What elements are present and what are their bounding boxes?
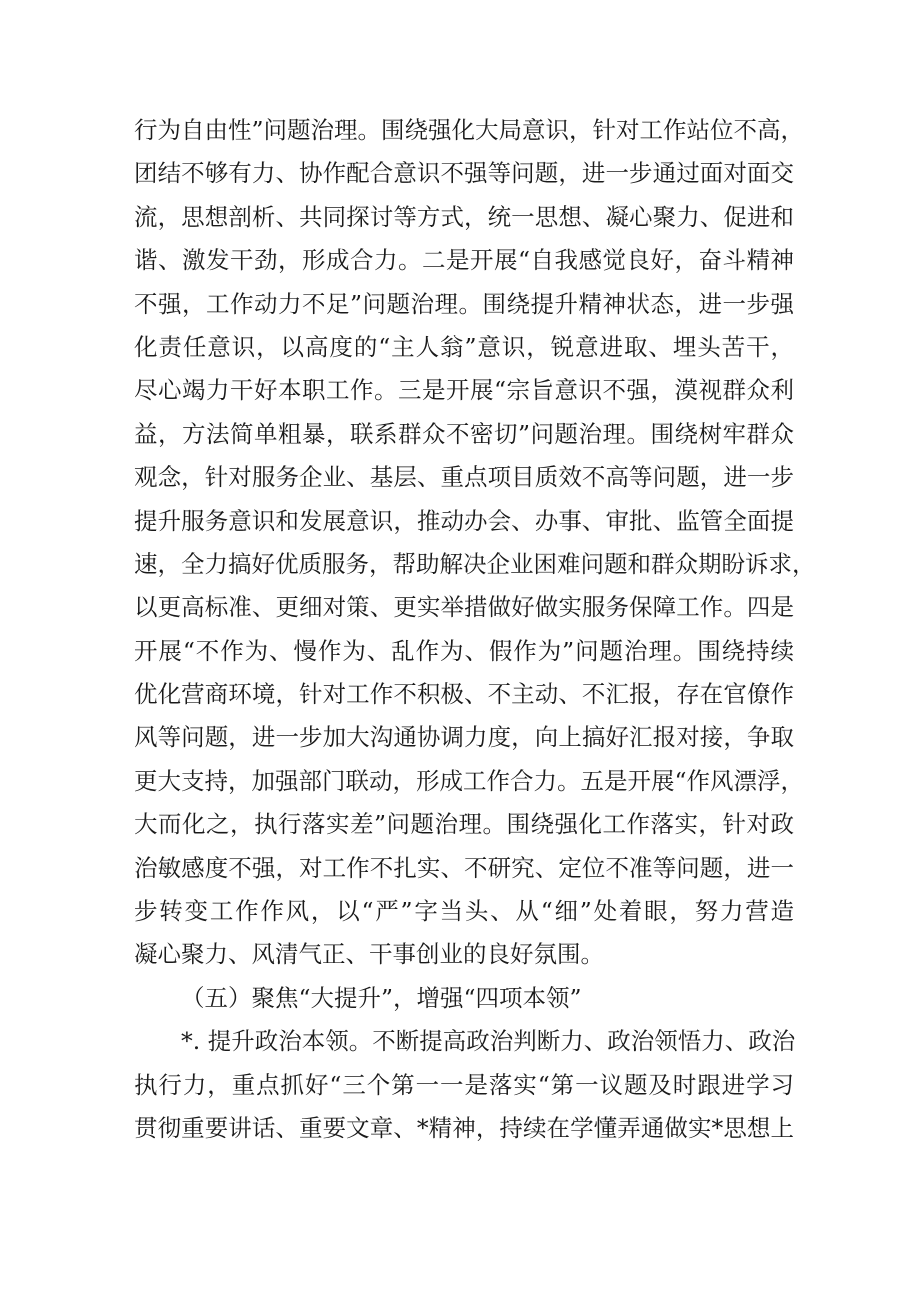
document-body bbox=[134, 109, 816, 1150]
text-line: 速，全力搞好优质服务，帮助解决企业困难问题和群众期盼诉求， bbox=[134, 549, 816, 578]
text-line: 团结不够有力、协作配合意识不强等问题，进一步通过面对面交 bbox=[134, 159, 794, 188]
text-line: 大而化之，执行落实差”问题治理。围绕强化工作落实，针对政 bbox=[134, 810, 794, 839]
text-line: 尽心竭力干好本职工作。三是开展“宗旨意识不强，漠视群众利 bbox=[134, 376, 794, 405]
text-line: 更大支持，加强部门联动，形成工作合力。五是开展“作风漂浮， bbox=[134, 766, 805, 795]
text-line: 化责任意识，以高度的“主人翁”意识，锐意进取、埋头苦干， bbox=[134, 332, 794, 361]
text-line: 流，思想剖析、共同探讨等方式，统一思想、凝心聚力、促进和 bbox=[134, 202, 794, 231]
text-line: 益，方法简单粗暴，联系群众不密切”问题治理。围绕树牢群众 bbox=[134, 419, 794, 448]
text-line: 优化营商环境，针对工作不积极、不主动、不汇报，存在官僚作 bbox=[134, 680, 794, 709]
text-line: 谐、激发干劲，形成合力。二是开展“自我感觉良好，奋斗精神 bbox=[134, 246, 794, 275]
text-line: 凝心聚力、风清气正、干事创业的良好氛围。 bbox=[134, 940, 604, 969]
text-line: 开展“不作为、慢作为、乱作为、假作为”问题治理。围绕持续 bbox=[134, 636, 794, 665]
text-line: 治敏感度不强，对工作不扎实、不研究、定位不准等问题，进一 bbox=[134, 853, 794, 882]
text-line: *. 提升政治本领。不断提高政治判断力、政治领悟力、政治 bbox=[181, 1027, 796, 1056]
text-line: 提升服务意识和发展意识，推动办会、办事、审批、监管全面提 bbox=[134, 506, 794, 535]
text-line: 步转变工作作风，以“严”字当头、从“细”处着眼，努力营造 bbox=[134, 897, 794, 926]
text-line: 以更高标准、更细对策、更实举措做好做实服务保障工作。四是 bbox=[134, 593, 794, 622]
text-line: 行为自由性”问题治理。围绕强化大局意识，针对工作站位不高， bbox=[134, 116, 805, 144]
text-line: 不强，工作动力不足”问题治理。围绕提升精神状态，进一步强 bbox=[134, 289, 794, 318]
text-line: 执行力，重点抓好“三个第一一是落实“第一议题及时跟进学习 bbox=[134, 1070, 794, 1099]
section-heading: （五）聚焦“大提升”，增强“四项本领” bbox=[181, 983, 582, 1012]
text-line: 观念，针对服务企业、基层、重点项目质效不高等问题，进一步 bbox=[134, 463, 794, 492]
text-line: 风等问题，进一步加大沟通协调力度，向上搞好汇报对接，争取 bbox=[134, 723, 794, 752]
text-line: 贯彻重要讲话、重要文章、*精神，持续在学懂弄通做实*思想上 bbox=[134, 1113, 794, 1142]
